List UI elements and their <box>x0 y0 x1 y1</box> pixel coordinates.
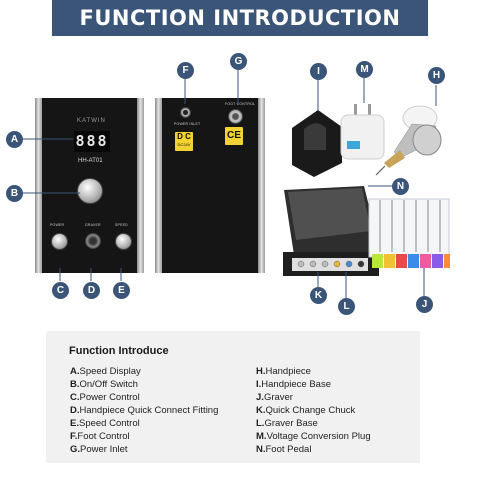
legend-item-j <box>256 392 293 403</box>
speed-display: 888 <box>75 132 109 150</box>
callout-a: A <box>6 131 23 148</box>
dc-voltage-text: DC24V <box>177 142 191 147</box>
legend-label: On/Off Switch <box>79 379 138 390</box>
legend-item-h <box>256 366 311 377</box>
legend-key: M. <box>256 431 267 442</box>
callout-b: B <box>6 185 23 202</box>
legend-key: J. <box>256 392 264 403</box>
callout-c: C <box>52 282 69 299</box>
callout-d: D <box>83 282 100 299</box>
legend-key: F. <box>70 431 78 442</box>
legend-item-d <box>70 405 218 416</box>
callout-j: J <box>416 296 433 313</box>
legend-label: Power Control <box>79 392 140 403</box>
legend-key: H. <box>256 366 266 377</box>
callout-m: M <box>356 61 373 78</box>
legend-item-k <box>256 405 355 416</box>
callout-e: E <box>113 282 130 299</box>
callout-l: L <box>338 298 355 315</box>
legend-label: Foot Pedal <box>265 444 312 455</box>
legend-label: Foot Control <box>77 431 130 442</box>
callout-i: I <box>310 63 327 80</box>
callout-h: H <box>428 67 445 84</box>
legend-item-b <box>70 379 138 390</box>
legend-key: A. <box>70 366 80 377</box>
handpiece-base <box>292 110 342 177</box>
legend-key: I. <box>256 379 262 390</box>
foot-control-label: FOOT CONTROL <box>225 102 256 106</box>
legend-label: Graver Base <box>264 418 318 429</box>
legend-title: Function Introduce <box>69 345 169 357</box>
legend-key: L. <box>256 418 265 429</box>
legend-key: N. <box>256 444 266 455</box>
legend-item-c <box>70 392 140 403</box>
callout-n: N <box>392 178 409 195</box>
legend-label: Speed Control <box>78 418 140 429</box>
page-title: FUNCTION INTRODUCTION <box>52 0 428 36</box>
dc-label-text: D C <box>177 132 191 141</box>
legend-item-g <box>70 444 128 455</box>
legend-label: Voltage Conversion Plug <box>266 431 371 442</box>
legend-item-e <box>70 418 140 429</box>
model-label: HH-AT01 <box>78 158 103 164</box>
legend-label: Power Inlet <box>80 444 128 455</box>
legend-key: B. <box>70 379 80 390</box>
legend-key: G. <box>70 444 81 455</box>
ce-mark: CE <box>225 127 243 145</box>
brand-logo: KATWIN <box>77 118 106 124</box>
callout-g: G <box>230 53 247 70</box>
callout-f: F <box>177 62 194 79</box>
legend-item-i <box>256 379 331 390</box>
graver-port-label: GRAVER <box>85 223 101 227</box>
legend-label: Handpiece Quick Connect Fitting <box>79 405 219 416</box>
speed-knob-label: SPEED <box>115 223 128 227</box>
legend-label: Handpiece <box>265 366 311 377</box>
legend-item-m <box>256 431 371 442</box>
legend-item-n <box>256 444 311 455</box>
voltage-conversion-plug <box>341 104 384 159</box>
power-knob-label: POWER <box>50 223 65 227</box>
legend-label: Speed Display <box>79 366 141 377</box>
callout-k: K <box>310 287 327 304</box>
legend-label: Quick Change Chuck <box>265 405 356 416</box>
graver-base <box>369 199 450 268</box>
legend-label: Graver <box>263 392 293 403</box>
legend-label: Handpiece Base <box>261 379 331 390</box>
legend-item-a <box>70 366 141 377</box>
legend-item-l <box>256 418 318 429</box>
legend-key: C. <box>70 392 80 403</box>
legend-key: K. <box>256 405 266 416</box>
legend-item-f <box>70 431 130 442</box>
quick-change-chucks <box>292 258 368 271</box>
power-inlet-label: POWER INLET <box>174 122 201 126</box>
handpiece <box>376 106 441 175</box>
legend-key: D. <box>70 405 80 416</box>
legend-key: E. <box>70 418 79 429</box>
